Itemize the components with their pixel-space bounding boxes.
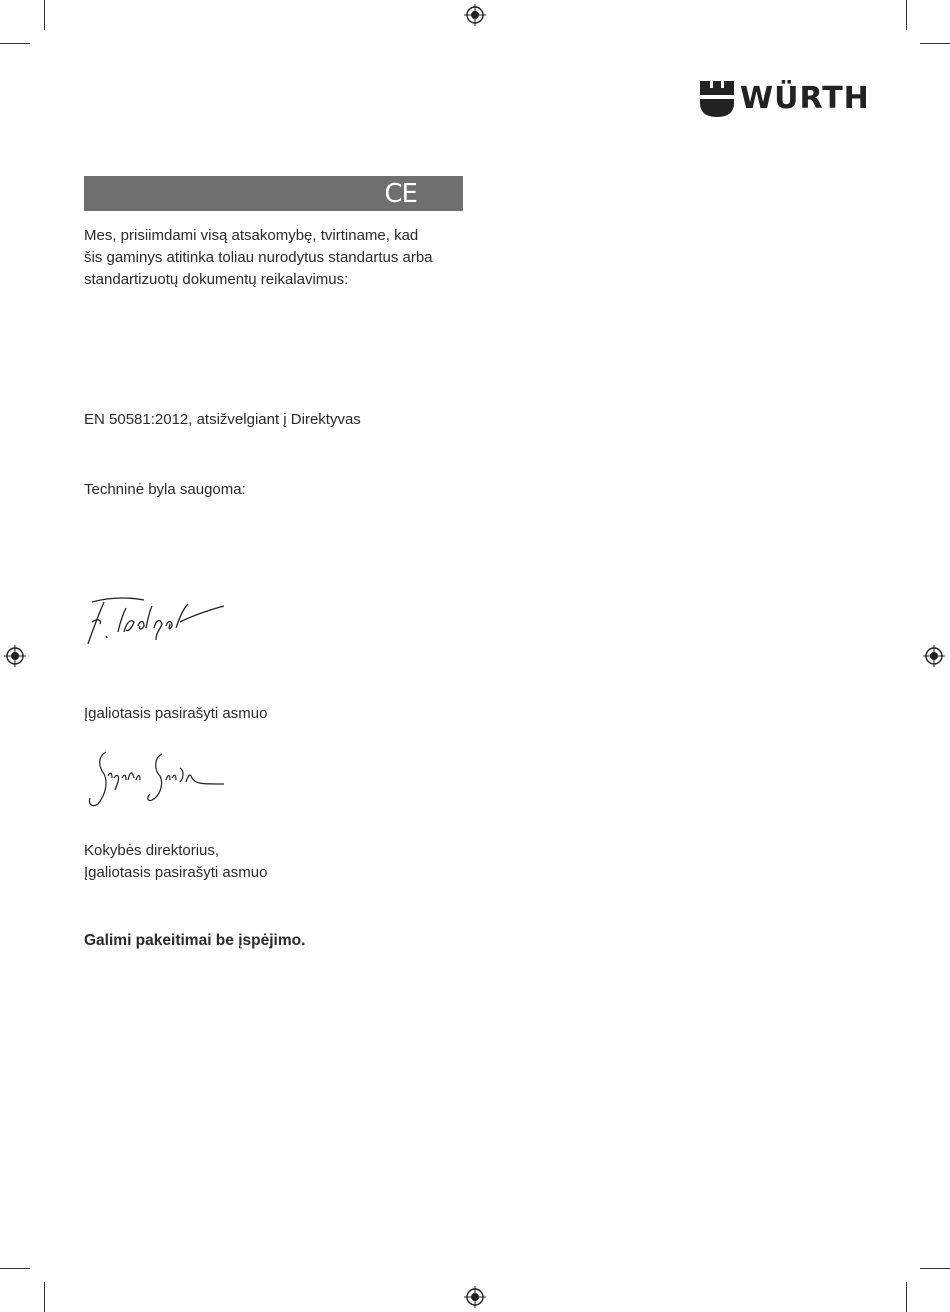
registration-mark-icon bbox=[4, 645, 26, 667]
signature-image bbox=[84, 748, 234, 810]
brand-logo bbox=[700, 80, 870, 118]
signatory2-role: Įgaliotasis pasirašyti asmuo bbox=[84, 864, 268, 881]
crop-mark bbox=[920, 1268, 950, 1269]
crop-mark bbox=[920, 43, 950, 44]
signatory1-role: Įgaliotasis pasirašyti asmuo bbox=[84, 705, 268, 722]
declaration-line: šis gaminys atitinka toliau nurodytus standartus arba bbox=[84, 249, 433, 266]
declaration-line: standartizuotų dokumentų reikalavimus: bbox=[84, 271, 349, 288]
signature-image bbox=[84, 592, 234, 648]
crop-mark bbox=[44, 1282, 45, 1312]
technical-file-text: Techninė byla saugoma: bbox=[84, 481, 246, 498]
crop-mark bbox=[0, 1268, 30, 1269]
registration-mark-icon bbox=[923, 645, 945, 667]
crop-mark bbox=[906, 1282, 907, 1312]
wuerth-logo-icon bbox=[700, 81, 734, 117]
crop-mark bbox=[906, 0, 907, 30]
crop-mark bbox=[44, 0, 45, 30]
brand-name: WÜRTH bbox=[740, 81, 870, 116]
ce-mark: CE bbox=[384, 179, 417, 209]
signatory2-title: Kokybės direktorius, bbox=[84, 842, 220, 859]
declaration-line: Mes, prisiimdami visą atsakomybę, tvirtiname, kad bbox=[84, 227, 419, 244]
notice-text: Galimi pakeitimai be įspėjimo. bbox=[84, 932, 306, 949]
standards-text: EN 50581:2012, atsižvelgiant į Direktyvas bbox=[84, 411, 361, 428]
crop-mark bbox=[0, 43, 30, 44]
ce-header-bar bbox=[84, 176, 463, 211]
registration-mark-icon bbox=[464, 4, 486, 26]
registration-mark-icon bbox=[464, 1286, 486, 1308]
